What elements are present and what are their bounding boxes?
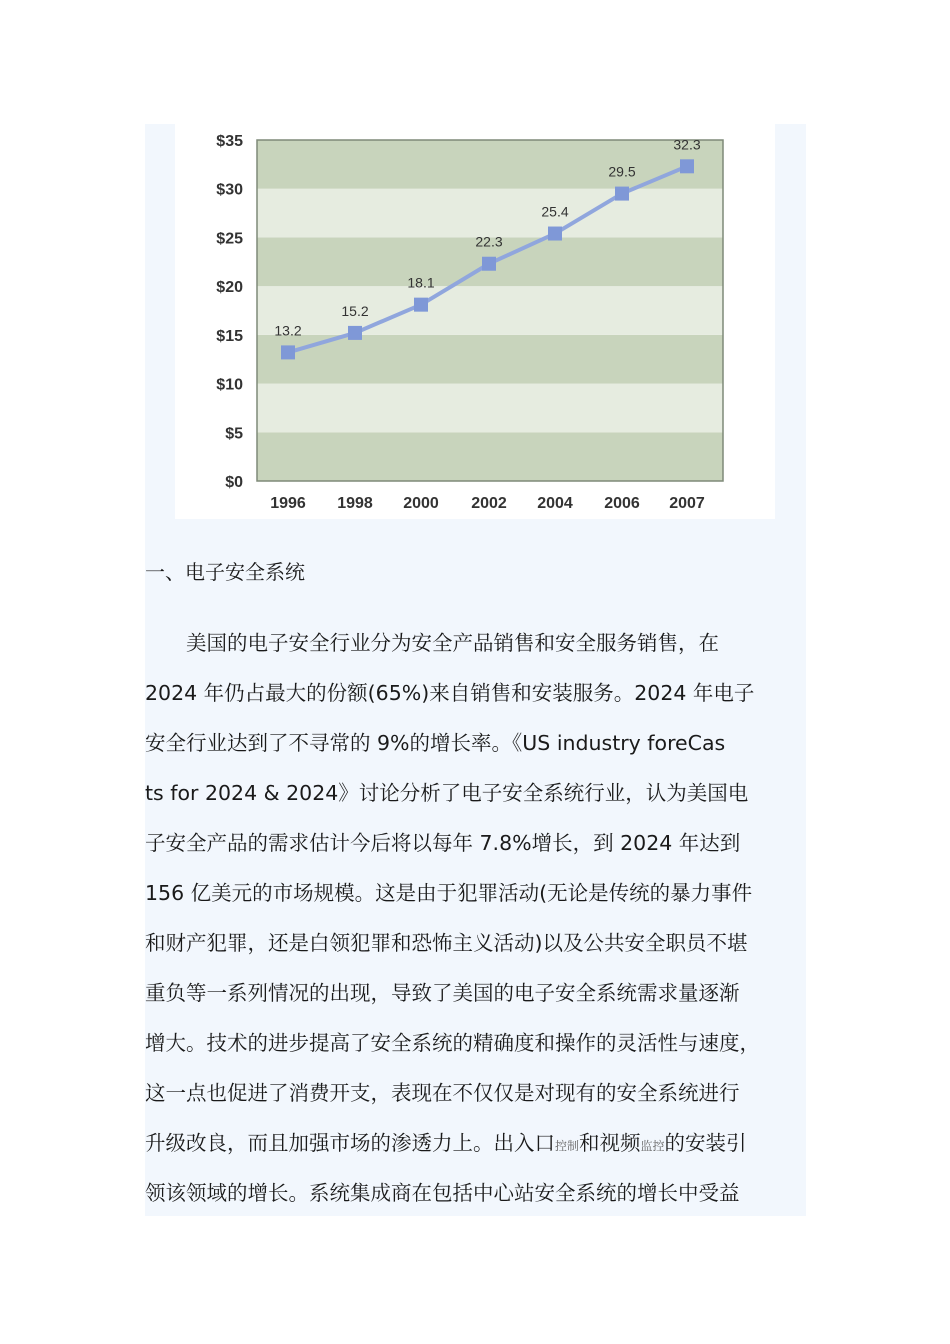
data-label: 29.5	[608, 163, 636, 180]
data-label: 18.1	[407, 274, 435, 291]
chart-band	[257, 384, 723, 433]
paragraph-line: ts for 2024 & 2024》讨论分析了电子安全系统行业，认为美国电	[145, 781, 749, 805]
data-label: 22.3	[475, 233, 503, 250]
paragraph-line: 156 亿美元的市场规模。这是由于犯罪活动(无论是传统的暴力事件	[145, 881, 753, 905]
data-point-marker	[615, 187, 629, 201]
data-point-marker	[414, 298, 428, 312]
paragraph-line: 这一点也促进了消费开支，表现在不仅仅是对现有的安全系统进行	[145, 1081, 740, 1105]
data-point-marker	[548, 227, 562, 241]
y-tick-label: $25	[216, 230, 243, 248]
y-tick-label: $15	[216, 327, 243, 345]
paragraph-line: 2024 年仍占最大的份额(65%)来自销售和安装服务。2024 年电子	[145, 681, 755, 705]
y-tick-label: $20	[216, 279, 243, 297]
chart-band	[257, 432, 723, 481]
data-point-marker	[680, 159, 694, 173]
y-tick-label: $0	[225, 474, 243, 491]
x-tick-label: 1996	[270, 495, 306, 512]
article-body	[145, 622, 806, 1222]
y-tick-label: $10	[216, 376, 243, 394]
line-chart	[175, 124, 775, 519]
x-tick-label: 2000	[403, 495, 439, 512]
x-tick-label: 2002	[471, 495, 507, 512]
chart-band	[257, 189, 723, 238]
line-chart-figure	[175, 124, 775, 519]
x-tick-label: 2006	[604, 495, 640, 512]
paragraph-line	[145, 1122, 806, 1172]
y-tick-label: $5	[225, 425, 243, 443]
y-tick-label: $35	[216, 133, 243, 150]
x-tick-label: 2007	[669, 495, 705, 512]
inline-small-label: 控制	[555, 1139, 580, 1153]
chart-band	[257, 286, 723, 335]
x-tick-label: 1998	[337, 495, 373, 512]
paragraph-line: 安全行业达到了不寻常的 9%的增长率。《US industry foreCas	[145, 731, 726, 755]
data-point-marker	[348, 326, 362, 340]
line-text: 的安装引	[664, 1131, 747, 1155]
paragraph-line: 领该领域的增长。系统集成商在包括中心站安全系统的增长中受益	[145, 1181, 740, 1205]
data-label: 15.2	[341, 302, 369, 319]
section-heading: 一、电子安全系统	[145, 560, 305, 584]
inline-small-label: 监控	[640, 1139, 665, 1153]
y-tick-label: $30	[216, 181, 243, 199]
data-point-marker	[281, 345, 295, 359]
data-label: 25.4	[541, 203, 569, 220]
paragraph-line: 和财产犯罪，还是白领犯罪和恐怖主义活动)以及公共安全职员不堪	[145, 931, 748, 955]
line-text: 升级改良，而且加强市场的渗透力上。出入口	[145, 1131, 555, 1155]
data-label: 32.3	[673, 136, 701, 153]
paragraph-line: 增大。技术的进步提高了安全系统的精确度和操作的灵活性与速度，	[145, 1031, 760, 1055]
paragraph-line: 美国的电子安全行业分为安全产品销售和安全服务销售，在	[186, 631, 719, 655]
paragraph-line: 重负等一系列情况的出现，导致了美国的电子安全系统需求量逐渐	[145, 981, 740, 1005]
x-tick-label: 2004	[537, 495, 573, 512]
data-point-marker	[482, 257, 496, 271]
paragraph-line: 子安全产品的需求估计今后将以每年 7.8%增长，到 2024 年达到	[145, 831, 741, 855]
data-label: 13.2	[274, 322, 302, 339]
line-text: 和视频	[579, 1131, 641, 1155]
